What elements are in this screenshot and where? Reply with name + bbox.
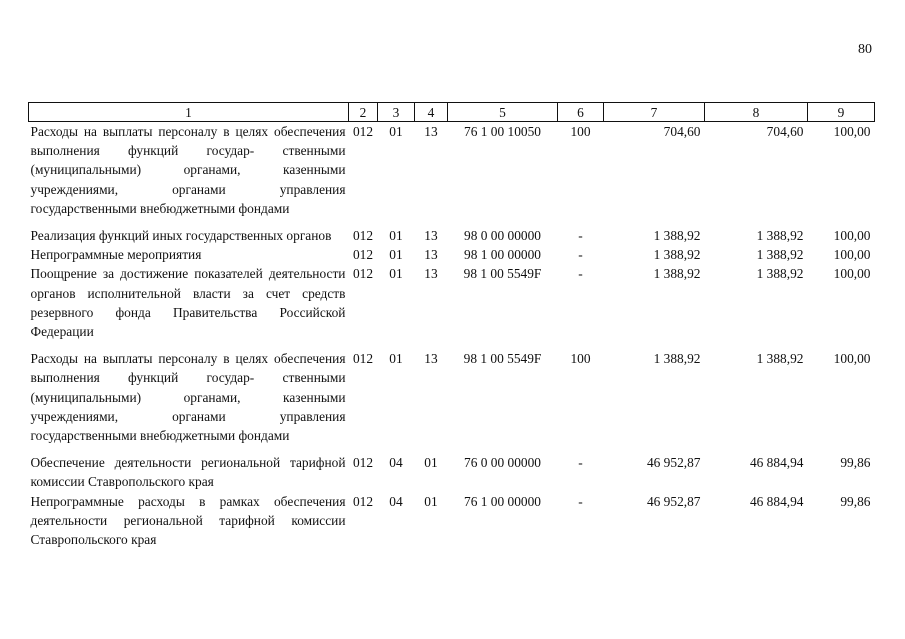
column-header: 7	[604, 103, 705, 122]
row-name-line: обеспечения выполнения функций государ-	[30, 351, 346, 386]
column-header: 5	[448, 103, 558, 122]
target-article-code: 98 1 00 5549F	[463, 351, 542, 367]
column-header: 1	[29, 103, 349, 122]
ministry-code: 012	[352, 351, 374, 367]
table-row	[29, 226, 875, 245]
page-number: 80	[858, 42, 872, 57]
table-row	[29, 122, 875, 227]
planned-amount: 1 388,92	[653, 228, 701, 244]
row-name-line: казенными учреждениями, органами	[30, 162, 346, 197]
subsection-code: 13	[424, 266, 438, 282]
expense-type-code: 100	[570, 124, 591, 139]
planned-amount: 1 388,92	[653, 351, 701, 367]
row-name-line: управления государственными внебюджетными	[30, 181, 346, 216]
planned-amount: 1 388,92	[653, 247, 701, 263]
target-article-code: 76 1 00 10050	[464, 124, 541, 139]
target-article-code: 98 0 00 00000	[464, 228, 541, 244]
target-article-code: 76 1 00 00000	[464, 493, 541, 509]
row-name-line: Расходы на выплаты персоналу в целях	[30, 124, 269, 139]
table-body	[29, 122, 875, 550]
ministry-code: 012	[352, 228, 374, 244]
row-name-line: Ставропольского края	[30, 532, 157, 548]
row-name-line: Непрограммные расходы в рамках обеспечения	[30, 493, 346, 509]
table-header-row	[29, 103, 875, 122]
section-code: 01	[389, 266, 403, 282]
ministry-code: 012	[352, 266, 374, 282]
subsection-code: 13	[424, 228, 438, 244]
row-name-line: Непрограммные мероприятия	[30, 247, 202, 263]
row-name-line: фондами	[238, 200, 290, 216]
row-name	[29, 122, 349, 227]
expense-type-code: -	[578, 493, 583, 509]
executed-amount: 46 884,94	[749, 455, 804, 471]
execution-percent: 100,00	[833, 247, 871, 263]
subsection-code: 13	[424, 351, 438, 367]
row-name	[29, 264, 349, 349]
row-name-line: управления государственными внебюджетными	[30, 408, 346, 444]
section-code: 01	[389, 351, 403, 367]
section-code: 01	[389, 247, 403, 263]
row-name	[29, 349, 349, 453]
planned-amount: 46 952,87	[646, 493, 701, 509]
execution-percent: 100,00	[833, 124, 871, 139]
column-header: 3	[378, 103, 415, 122]
section-code: 04	[389, 493, 403, 509]
table-row	[29, 245, 875, 264]
execution-percent: 100,00	[833, 266, 871, 282]
budget-table	[28, 102, 875, 549]
executed-amount: 704,60	[766, 124, 804, 139]
target-article-code: 76 0 00 00000	[464, 455, 541, 471]
table-row	[29, 492, 875, 550]
row-name-line: деятельности органов исполнительной власти за	[30, 266, 346, 301]
expense-type-code: -	[578, 228, 583, 244]
table-row	[29, 349, 875, 453]
ministry-code: 012	[352, 455, 374, 471]
executed-amount: 1 388,92	[756, 351, 804, 367]
column-header: 6	[558, 103, 604, 122]
executed-amount: 46 884,94	[749, 493, 804, 509]
column-header: 9	[808, 103, 875, 122]
row-name-line: Расходы на выплаты персоналу в целях	[30, 351, 269, 367]
subsection-code: 01	[424, 493, 438, 509]
expense-type-code: 100	[570, 351, 591, 367]
section-code: 04	[389, 455, 403, 471]
row-name	[29, 245, 349, 264]
section-code: 01	[389, 228, 403, 244]
expense-type-code: -	[578, 455, 583, 471]
column-header: 8	[705, 103, 808, 122]
subsection-code: 13	[424, 247, 438, 263]
execution-percent: 100,00	[833, 351, 871, 367]
execution-percent: 99,86	[840, 455, 871, 471]
executed-amount: 1 388,92	[756, 228, 804, 244]
target-article-code: 98 1 00 5549F	[463, 266, 542, 282]
expense-type-code: -	[578, 247, 583, 263]
ministry-code: 012	[352, 493, 374, 509]
ministry-code: 012	[352, 247, 374, 263]
row-name	[29, 492, 349, 550]
section-code: 01	[389, 124, 403, 139]
planned-amount: 46 952,87	[646, 455, 701, 471]
row-name-line: деятельности региональной тарифной комиссии	[30, 512, 346, 528]
row-name	[29, 453, 349, 491]
row-name-line: казенными учреждениями, органами	[30, 389, 346, 424]
target-article-code: 98 1 00 00000	[464, 247, 541, 263]
row-name-line: фондами	[238, 428, 290, 444]
planned-amount: 1 388,92	[653, 266, 701, 282]
subsection-code: 13	[424, 124, 438, 139]
ministry-code: 012	[352, 124, 374, 139]
row-name-line: органов	[286, 228, 332, 244]
row-name-line: тарифной комиссии Ставропольского края	[30, 455, 346, 490]
column-header: 2	[349, 103, 378, 122]
executed-amount: 1 388,92	[756, 247, 804, 263]
expense-type-code: -	[578, 266, 583, 282]
planned-amount: 704,60	[663, 124, 701, 139]
execution-percent: 99,86	[840, 493, 871, 509]
executed-amount: 1 388,92	[756, 266, 804, 282]
row-name-line: Реализация функций иных государственных	[30, 228, 284, 244]
budget-table-container	[28, 102, 874, 549]
subsection-code: 01	[424, 455, 438, 471]
row-name-line: ственными (муниципальными) органами,	[30, 370, 346, 405]
row-name-line: ственными (муниципальными) органами,	[30, 143, 346, 178]
row-name-line: Российской Федерации	[30, 304, 346, 340]
row-name-line: счет средств резервного фонда Правительства	[30, 285, 346, 320]
row-name-line: обеспечения выполнения функций государ-	[30, 124, 346, 159]
execution-percent: 100,00	[833, 228, 871, 244]
column-header: 4	[415, 103, 448, 122]
table-row	[29, 453, 875, 491]
table-row	[29, 264, 875, 349]
row-name-line: Обеспечение деятельности региональной	[30, 455, 281, 471]
row-name-line: Поощрение за достижение показателей	[30, 266, 263, 282]
row-name	[29, 226, 349, 245]
